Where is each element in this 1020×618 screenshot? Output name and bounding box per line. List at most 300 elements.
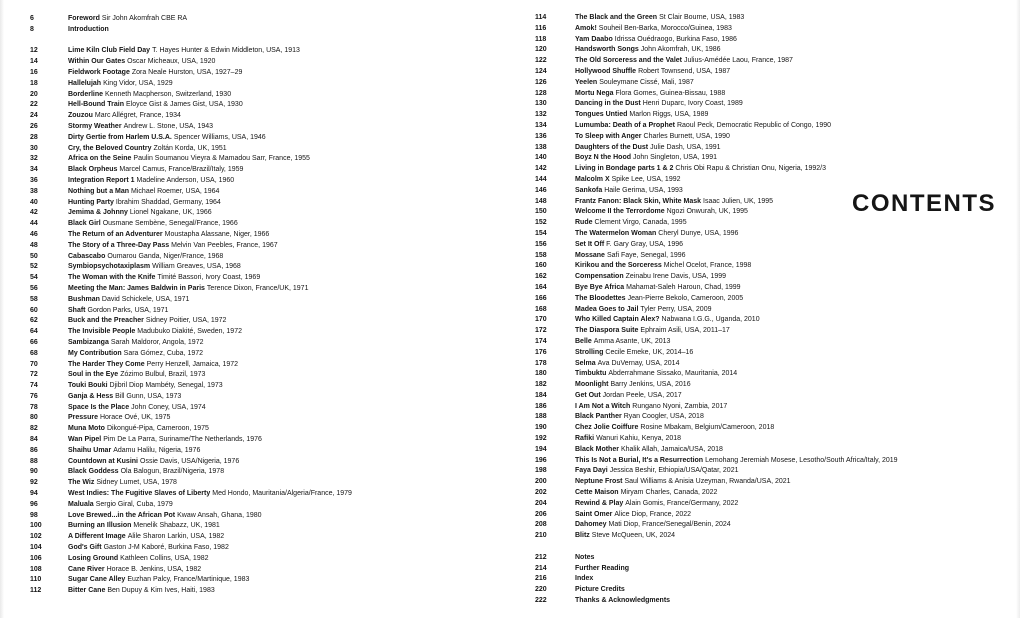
- entry-title: Welcome II the Terrordome: [575, 208, 665, 216]
- entry-page-number: 146: [535, 186, 547, 194]
- entry-text: [68, 198, 221, 209]
- entry-title: Space Is the Place: [68, 403, 130, 411]
- entry-credit: Jordan Peele, USA, 2017: [602, 391, 682, 399]
- entry-text: [68, 413, 170, 424]
- entry-credit: John Akomfrah, UK, 1986: [640, 46, 721, 54]
- entry-title: Black Girl: [68, 220, 101, 228]
- toc-entry: [30, 424, 352, 435]
- entry-page-number: 46: [30, 230, 38, 238]
- entry-page-number: 94: [30, 490, 38, 498]
- toc-entry: [535, 153, 898, 164]
- toc-entry: [535, 315, 898, 326]
- entry-credit: Marcel Camus, France/Brazil/Italy, 1959: [119, 166, 244, 174]
- entry-title: Shaft: [68, 306, 86, 314]
- entry-title: This Is Not a Burial, It's a Resurrection: [575, 456, 704, 464]
- entry-text: [575, 13, 744, 24]
- entry-text: [575, 305, 712, 316]
- toc-entry: [30, 262, 352, 273]
- entry-page-number: 82: [30, 425, 38, 433]
- entry-text: [575, 434, 681, 445]
- toc-entry: [30, 338, 352, 349]
- entry-credit: Ben Dupuy & Kim Ives, Haiti, 1983: [107, 587, 215, 595]
- entry-credit: Moustapha Alassane, Niger, 1966: [164, 230, 270, 238]
- toc-entry: [535, 13, 898, 24]
- entry-credit: Raoul Peck, Democratic Republic of Congo, 1990: [676, 121, 832, 129]
- toc-entry: [30, 446, 352, 457]
- entry-page-number: 76: [30, 392, 38, 400]
- entry-page-number: 100: [30, 522, 42, 530]
- entry-page-number: 30: [30, 144, 38, 152]
- entry-credit: Oumarou Ganda, Niger/France, 1968: [107, 252, 224, 260]
- entry-page-number: 8: [30, 25, 34, 33]
- entry-page-number: 118: [535, 35, 547, 43]
- entry-page-number: 42: [30, 209, 38, 217]
- entry-page-number: 26: [30, 122, 38, 130]
- entry-title: Symbiopsychotaxiplasm: [68, 263, 151, 271]
- entry-credit: Ossie Davis, USA/Nigeria, 1976: [140, 457, 240, 465]
- toc-entry: [535, 67, 898, 78]
- toc-entry: [30, 79, 352, 90]
- entry-title: Black Panther: [575, 413, 622, 421]
- entry-credit: Ngozi Onwurah, UK, 1995: [666, 208, 748, 216]
- toc-entry: [30, 165, 352, 176]
- entry-credit: Zózimo Bulbul, Brazil, 1973: [120, 371, 206, 379]
- entry-text: [68, 338, 203, 349]
- entry-credit: Oscar Micheaux, USA, 1920: [127, 58, 216, 66]
- toc-entry: [535, 326, 898, 337]
- entry-credit: Souheil Ben-Barka, Morocco/Guinea, 1983: [598, 24, 732, 32]
- toc-entry: [535, 251, 898, 262]
- toc-entry: [30, 478, 352, 489]
- entry-title: Buck and the Preacher: [68, 317, 144, 325]
- entry-credit: Cecile Emeke, UK, 2014–16: [605, 348, 694, 356]
- entry-credit: Andrew L. Stone, USA, 1943: [123, 122, 214, 130]
- entry-credit: Kathleen Collins, USA, 1982: [120, 554, 209, 562]
- entry-credit: Marlon Riggs, USA, 1989: [629, 111, 709, 119]
- entry-title: Burning an Illusion: [68, 522, 132, 530]
- toc-entry: [30, 543, 352, 554]
- entry-title: Strolling: [575, 348, 604, 356]
- entry-text: [575, 240, 683, 251]
- entry-credit: Souleymane Cissé, Mali, 1987: [599, 78, 694, 86]
- toc-entry: [535, 186, 898, 197]
- entry-title: The Old Sorceress and the Valet: [575, 57, 682, 65]
- entry-credit: Abderrahmane Sissako, Mauritania, 2014: [608, 370, 738, 378]
- entry-credit: Zeinabu Irene Davis, USA, 1999: [625, 273, 727, 281]
- toc-entry: [535, 477, 898, 488]
- toc-entry: [30, 122, 352, 133]
- entry-text: [68, 68, 242, 79]
- entry-page-number: 62: [30, 317, 38, 325]
- entry-credit: Charles Burnett, USA, 1990: [643, 132, 730, 140]
- toc-entry: [535, 412, 898, 423]
- entry-title: Wan Pipel: [68, 436, 102, 444]
- entry-text: [575, 153, 717, 164]
- entry-text: [68, 521, 220, 532]
- toc-entry: [30, 500, 352, 511]
- entry-page-number: 142: [535, 165, 547, 173]
- entry-page-number: 190: [535, 424, 547, 432]
- entry-title: Losing Ground: [68, 554, 119, 562]
- entry-title: Frantz Fanon: Black Skin, White Mask: [575, 197, 702, 205]
- toc-column-right: [535, 13, 898, 607]
- toc-entry: [30, 284, 352, 295]
- toc-entry: [535, 121, 898, 132]
- entry-text: [575, 24, 732, 35]
- entry-credit: Ava DuVernay, USA, 2014: [597, 359, 680, 367]
- entry-title: Compensation: [575, 273, 624, 281]
- entry-title: Sankofa: [575, 186, 603, 194]
- toc-entry: [535, 499, 898, 510]
- entry-page-number: 182: [535, 381, 547, 389]
- entry-page-number: 92: [30, 479, 38, 487]
- toc-entry: [30, 219, 352, 230]
- toc-entry: [30, 392, 352, 403]
- entry-page-number: 68: [30, 349, 38, 357]
- toc-column-left: [30, 14, 352, 597]
- entry-title: The Woman with the Knife: [68, 274, 156, 282]
- entry-credit: Sidney Lumet, USA, 1978: [96, 479, 177, 487]
- toc-entry: [535, 445, 898, 456]
- entry-credit: Steve McQueen, UK, 2024: [591, 532, 676, 540]
- entry-page-number: 98: [30, 511, 38, 519]
- entry-credit: Mahamat-Saleh Haroun, Chad, 1999: [626, 283, 741, 291]
- entry-page-number: 194: [535, 445, 547, 453]
- entry-credit: Madubuko Diakité, Sweden, 1972: [137, 328, 242, 336]
- entry-text: [575, 456, 898, 467]
- entry-credit: David Schickele, USA, 1971: [101, 295, 190, 303]
- entry-title: Nothing but a Man: [68, 187, 130, 195]
- entry-title: Kirikou and the Sorceress: [575, 262, 662, 270]
- entry-text: [575, 164, 826, 175]
- entry-page-number: 20: [30, 90, 38, 98]
- entry-page-number: 64: [30, 328, 38, 336]
- entry-text: [575, 132, 730, 143]
- entry-text: [575, 585, 625, 596]
- entry-page-number: 150: [535, 208, 547, 216]
- entry-title: Within Our Gates: [68, 58, 126, 66]
- entry-text: [575, 402, 727, 413]
- toc-entry: [30, 230, 352, 241]
- entry-title: Love Brewed...in the African Pot: [68, 511, 176, 519]
- entry-credit: Eloyce Gist & James Gist, USA, 1930: [126, 101, 243, 109]
- entry-title: Hell-Bound Train: [68, 101, 124, 109]
- entry-page-number: 28: [30, 133, 38, 141]
- entry-page-number: 106: [30, 554, 42, 562]
- entry-page-number: 50: [30, 252, 38, 260]
- entry-credit: Euzhan Palcy, France/Martinique, 1983: [127, 576, 250, 584]
- entry-page-number: 128: [535, 89, 547, 97]
- entry-page-number: 78: [30, 403, 38, 411]
- entry-title: Maluala: [68, 500, 94, 508]
- toc-entry: [535, 391, 898, 402]
- entry-text: [68, 327, 242, 338]
- entry-page-number: 108: [30, 565, 42, 573]
- entry-text: [575, 564, 629, 575]
- toc-entry: [535, 380, 898, 391]
- entry-credit: Ousmane Sembène, Senegal/France, 1966: [102, 220, 238, 228]
- entry-page-number: 192: [535, 435, 547, 443]
- toc-entry: [535, 369, 898, 380]
- toc-entry: [535, 553, 898, 564]
- toc-entry: [30, 68, 352, 79]
- entry-page-number: 70: [30, 360, 38, 368]
- entry-credit: Jean-Pierre Bekolo, Cameroon, 2005: [627, 294, 744, 302]
- entry-text: [575, 412, 704, 423]
- entry-title: Set It Off: [575, 240, 605, 248]
- entry-text: [68, 219, 238, 230]
- entry-page-number: 216: [535, 575, 547, 583]
- entry-title: Malcolm X: [575, 175, 610, 183]
- entry-title: Boyz N the Hood: [575, 154, 631, 162]
- entry-text: [68, 122, 213, 133]
- entry-credit: Ibrahim Shaddad, Germany, 1964: [115, 198, 221, 206]
- entry-title: Foreword: [68, 15, 100, 22]
- entry-text: [68, 554, 209, 565]
- entry-page-number: 74: [30, 382, 38, 390]
- entry-credit: St Clair Bourne, USA, 1983: [659, 14, 745, 21]
- entry-page-number: 84: [30, 436, 38, 444]
- entry-credit: Alice Diop, France, 2022: [614, 510, 692, 518]
- toc-entry: [30, 327, 352, 338]
- entry-credit: Horace Ové, UK, 1975: [99, 414, 171, 422]
- entry-page-number: 14: [30, 58, 38, 66]
- entry-title: Touki Bouki: [68, 382, 108, 390]
- toc-entry: [535, 89, 898, 100]
- entry-page-number: 40: [30, 198, 38, 206]
- toc-entry: [535, 510, 898, 521]
- entry-page-number: 148: [535, 197, 547, 205]
- entry-text: [68, 284, 308, 295]
- toc-entry: [30, 154, 352, 165]
- entry-credit: Marc Allégret, France, 1934: [94, 112, 181, 120]
- entry-credit: Bill Gunn, USA, 1973: [115, 392, 182, 400]
- entry-title: Integration Report 1: [68, 176, 135, 184]
- entry-text: [575, 186, 683, 197]
- entry-credit: Terence Dixon, France/UK, 1971: [206, 284, 309, 292]
- toc-entry: [30, 14, 352, 25]
- entry-credit: Djibril Diop Mambéty, Senegal, 1973: [109, 382, 223, 390]
- entry-credit: Alain Gomis, France/Germany, 2022: [625, 499, 739, 507]
- entry-text: [68, 100, 243, 111]
- toc-entry: [535, 283, 898, 294]
- entry-title: Thanks & Acknowledgments: [575, 597, 671, 605]
- entry-page-number: 66: [30, 338, 38, 346]
- entry-title: Muna Moto: [68, 425, 105, 433]
- entry-credit: Haile Gerima, USA, 1993: [604, 186, 683, 194]
- entry-page-number: 158: [535, 251, 547, 259]
- entry-credit: Melvin Van Peebles, France, 1967: [171, 241, 278, 249]
- entry-text: [575, 218, 687, 229]
- entry-text: [68, 435, 262, 446]
- toc-entry: [535, 110, 898, 121]
- entry-text: [68, 165, 243, 176]
- entry-text: [68, 14, 187, 25]
- entry-page-number: 220: [535, 586, 547, 594]
- entry-text: [68, 532, 224, 543]
- entry-page-number: 88: [30, 457, 38, 465]
- entry-title: Blitz: [575, 532, 590, 540]
- entry-credit: Barry Jenkins, USA, 2016: [610, 381, 691, 389]
- entry-page-number: 164: [535, 283, 547, 291]
- entry-title: Dancing in the Dust: [575, 100, 641, 108]
- entry-credit: Ola Balogun, Brazil/Nigeria, 1978: [120, 468, 225, 476]
- entry-text: [68, 575, 249, 586]
- entry-text: [575, 520, 731, 531]
- entry-credit: T. Hayes Hunter & Edwin Middleton, USA, 1913: [152, 47, 300, 55]
- entry-text: [575, 488, 717, 499]
- entry-title: Ganja & Hess: [68, 392, 114, 400]
- entry-credit: Tyler Perry, USA, 2009: [640, 305, 712, 313]
- entry-credit: Zoltán Korda, UK, 1951: [153, 144, 227, 152]
- entry-page-number: 212: [535, 553, 547, 561]
- entry-credit: Julie Dash, USA, 1991: [650, 143, 721, 151]
- entry-page-number: 160: [535, 262, 547, 270]
- entry-title: Cry, the Beloved Country: [68, 144, 152, 152]
- entry-text: [575, 45, 721, 56]
- entry-title: Daughters of the Dust: [575, 143, 649, 151]
- toc-entry: [535, 531, 898, 542]
- entry-page-number: 198: [535, 467, 547, 475]
- entry-title: Rude: [575, 219, 593, 227]
- entry-page-number: 214: [535, 564, 547, 572]
- entry-title: The Invisible People: [68, 328, 136, 336]
- entry-page-number: 120: [535, 46, 547, 54]
- entry-credit: Gaston J-M Kaboré, Burkina Faso, 1982: [103, 544, 229, 552]
- toc-entry: [535, 272, 898, 283]
- entry-title: Further Reading: [575, 564, 630, 572]
- entry-title: Madea Goes to Jail: [575, 305, 639, 313]
- entry-text: [575, 553, 594, 564]
- entry-title: Mossane: [575, 251, 605, 259]
- entry-page-number: 116: [535, 24, 547, 32]
- entry-text: [575, 445, 723, 456]
- entry-title: Sugar Cane Alley: [68, 576, 126, 584]
- toc-entry: [535, 24, 898, 35]
- entry-title: Sambizanga: [68, 338, 109, 346]
- entry-title: Rafiki: [575, 435, 595, 443]
- entry-text: [68, 252, 223, 263]
- entry-title: The Black and the Green: [575, 14, 658, 21]
- entry-credit: Med Hondo, Mauritania/Algeria/France, 1979: [212, 490, 352, 498]
- entry-page-number: 170: [535, 316, 547, 324]
- entry-text: [575, 477, 791, 488]
- entry-text: [575, 369, 737, 380]
- toc-entry: [535, 564, 898, 575]
- entry-text: [575, 56, 793, 67]
- toc-entry: [535, 207, 898, 218]
- entry-text: [68, 230, 269, 241]
- entry-page-number: 44: [30, 220, 38, 228]
- entry-page-number: 222: [535, 597, 547, 605]
- toc-entry: [535, 434, 898, 445]
- entry-credit: Julius-Amédée Laou, France, 1987: [683, 57, 793, 65]
- entry-credit: Alile Sharon Larkin, USA, 1982: [127, 533, 225, 541]
- toc-entry: [535, 585, 898, 596]
- toc-entry: [535, 305, 898, 316]
- entry-title: Black Goddess: [68, 468, 119, 476]
- entry-title: Africa on the Seine: [68, 155, 132, 163]
- entry-title: Bushman: [68, 295, 100, 303]
- toc-entry: [30, 575, 352, 586]
- entry-title: Lumumba: Death of a Prophet: [575, 121, 675, 129]
- entry-credit: Miryam Charles, Canada, 2022: [620, 489, 718, 497]
- entry-text: [575, 229, 738, 240]
- entry-page-number: 196: [535, 456, 547, 464]
- entry-credit: Nabwana I.G.G., Uganda, 2010: [661, 316, 760, 324]
- entry-page-number: 180: [535, 370, 547, 378]
- entry-text: [68, 565, 201, 576]
- entry-page-number: 172: [535, 327, 547, 335]
- toc-entry: [30, 511, 352, 522]
- entry-title: Soul in the Eye: [68, 371, 119, 379]
- entry-title: Notes: [575, 553, 595, 561]
- entry-text: [68, 154, 310, 165]
- entry-page-number: 130: [535, 100, 547, 108]
- entry-title: Cane River: [68, 565, 105, 573]
- entry-text: [575, 499, 738, 510]
- entry-credit: Lemohang Jeremiah Mosese, Lesotho/South Africa/Italy, 2019: [705, 456, 898, 464]
- toc-entry: [30, 306, 352, 317]
- entry-credit: Perry Henzell, Jamaica, 1972: [146, 360, 239, 368]
- entry-page-number: 102: [30, 533, 42, 541]
- entry-title: Selma: [575, 359, 596, 367]
- entry-page-number: 6: [30, 15, 34, 22]
- toc-entry: [535, 348, 898, 359]
- entry-page-number: 162: [535, 273, 547, 281]
- entry-text: [575, 466, 738, 477]
- entry-text: [575, 99, 743, 110]
- toc-entry: [30, 381, 352, 392]
- toc-entry: [30, 489, 352, 500]
- toc-entry: [30, 111, 352, 122]
- entry-page-number: 166: [535, 294, 547, 302]
- entry-credit: Kwaw Ansah, Ghana, 1980: [177, 511, 262, 519]
- entry-text: [68, 467, 224, 478]
- entry-title: The Harder They Come: [68, 360, 145, 368]
- entry-title: My Contribution: [68, 349, 122, 357]
- entry-credit: Spike Lee, USA, 1992: [611, 175, 681, 183]
- entry-credit: Madeline Anderson, USA, 1960: [136, 176, 235, 184]
- entry-credit: Sarah Maldoror, Angola, 1972: [110, 338, 204, 346]
- entry-text: [68, 144, 227, 155]
- entry-page-number: 32: [30, 155, 38, 163]
- entry-text: [575, 78, 694, 89]
- toc-entry: [30, 133, 352, 144]
- toc-entry: [30, 565, 352, 576]
- entry-text: [68, 511, 262, 522]
- entry-title: Hunting Party: [68, 198, 114, 206]
- entry-text: [68, 306, 168, 317]
- entry-page-number: 138: [535, 143, 547, 151]
- entry-credit: Spencer Williams, USA, 1946: [173, 133, 266, 141]
- toc-entry: [30, 273, 352, 284]
- entry-page-number: 54: [30, 274, 38, 282]
- entry-title: Timbuktu: [575, 370, 607, 378]
- page-edge-right: [1016, 0, 1020, 618]
- toc-entry: [30, 349, 352, 360]
- entry-title: A Different Image: [68, 533, 126, 541]
- entry-text: [575, 596, 670, 607]
- entry-credit: Adamu Halilu, Nigeria, 1976: [113, 446, 201, 454]
- toc-entry: [30, 295, 352, 306]
- entry-credit: Wanuri Kahiu, Kenya, 2018: [596, 435, 682, 443]
- entry-credit: Lionel Ngakane, UK, 1966: [129, 209, 212, 217]
- entry-title: Get Out: [575, 391, 601, 399]
- toc-entry: [30, 90, 352, 101]
- toc-entry: [535, 218, 898, 229]
- entry-page-number: 140: [535, 154, 547, 162]
